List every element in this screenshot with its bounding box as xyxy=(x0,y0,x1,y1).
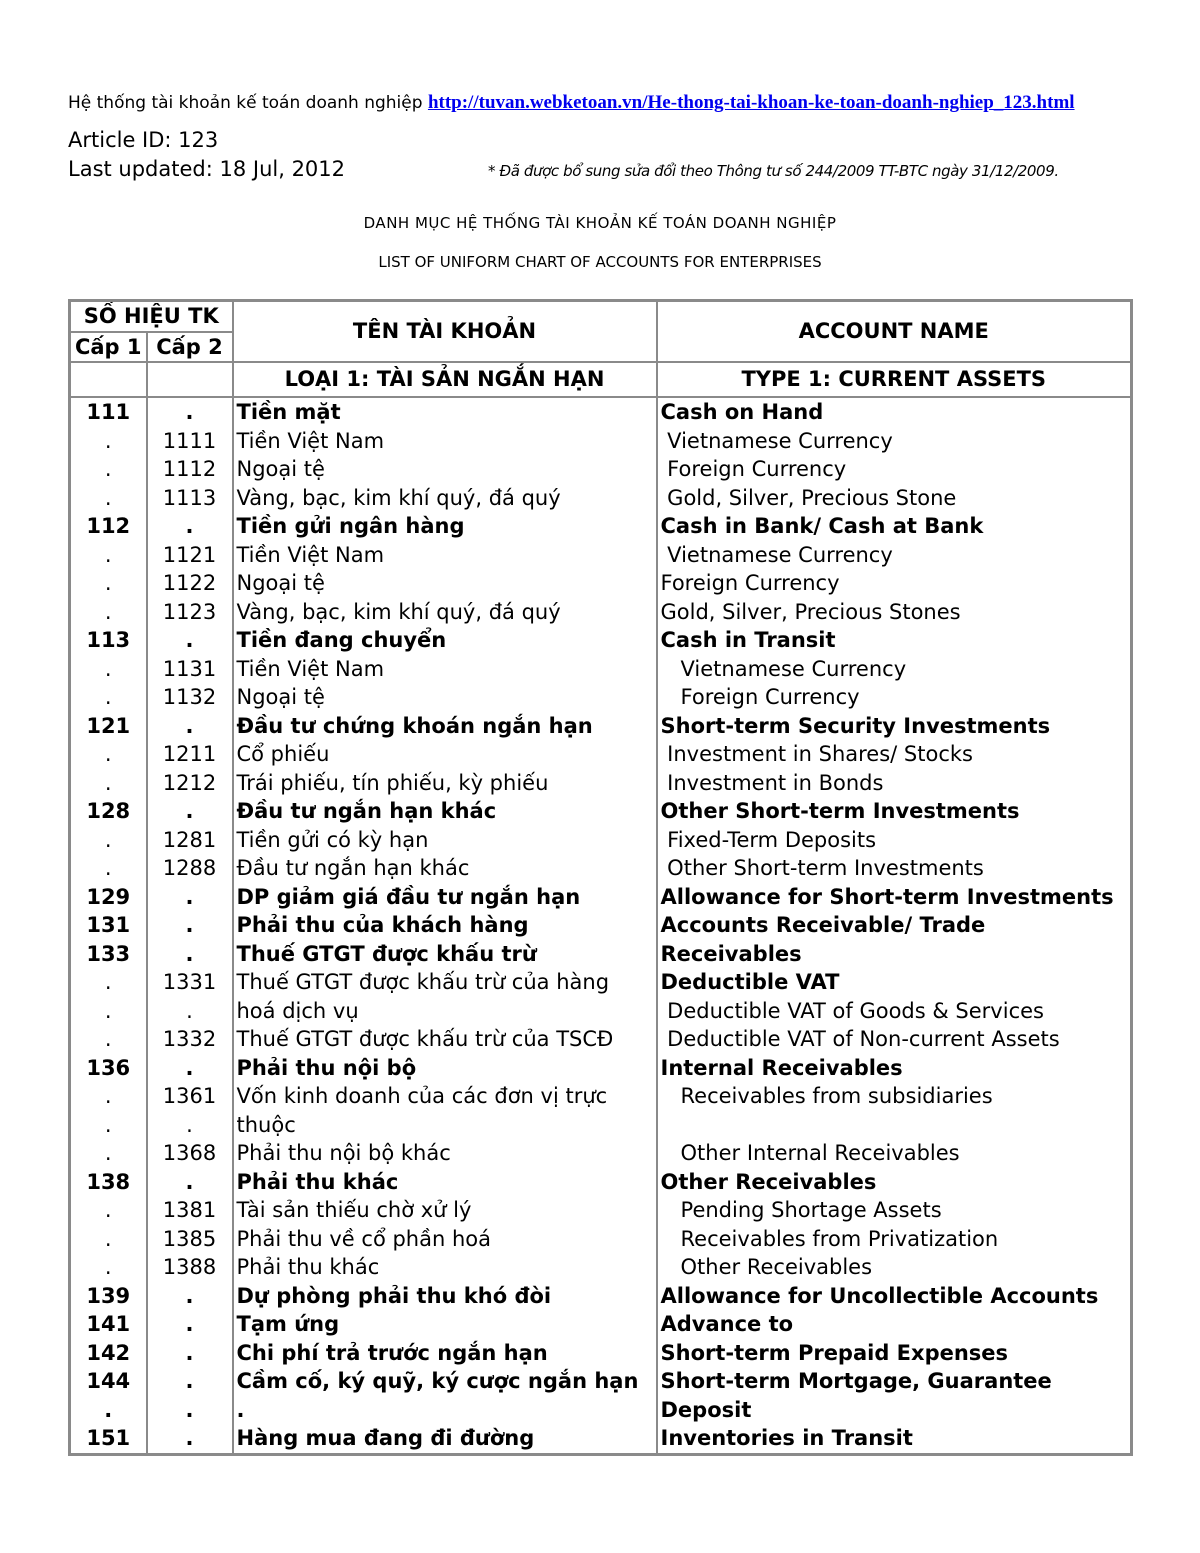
account-name-vn: Đầu tư ngắn hạn khác xyxy=(233,854,657,883)
account-name-en: Deductible VAT xyxy=(657,968,1132,997)
account-level2-code: . xyxy=(147,1396,233,1425)
account-level1-code: . xyxy=(70,968,147,997)
account-level2-code: 1212 xyxy=(147,769,233,798)
type-row-c1 xyxy=(70,362,147,397)
account-level2-code: 1331 xyxy=(147,968,233,997)
header-code: SỐ HIỆU TK xyxy=(70,301,233,332)
account-level1-code: . xyxy=(70,854,147,883)
account-name-en: Receivables xyxy=(657,940,1132,969)
account-name-vn: Phải thu khác xyxy=(233,1168,657,1197)
account-level2-code: 1211 xyxy=(147,740,233,769)
account-name-en: Allowance for Short-term Investments xyxy=(657,883,1132,912)
account-name-en: Short-term Security Investments xyxy=(657,712,1132,741)
account-level1-code: . xyxy=(70,598,147,627)
account-level1-code: . xyxy=(70,1111,147,1140)
account-name-vn: Đầu tư chứng khoán ngắn hạn xyxy=(233,712,657,741)
account-name-en: Fixed-Term Deposits xyxy=(657,826,1132,855)
table-row xyxy=(70,1082,1132,1111)
account-name-en: Inventories in Transit xyxy=(657,1424,1132,1454)
account-name-vn: Phải thu về cổ phần hoá xyxy=(233,1225,657,1254)
account-name-en: Foreign Currency xyxy=(657,569,1132,598)
account-level1-code: 141 xyxy=(70,1310,147,1339)
account-level1-code: . xyxy=(70,484,147,513)
account-name-vn: Thuế GTGT được khấu trừ của TSCĐ xyxy=(233,1025,657,1054)
account-name-en: Pending Shortage Assets xyxy=(657,1196,1132,1225)
account-level1-code: . xyxy=(70,569,147,598)
account-name-en: Internal Receivables xyxy=(657,1054,1132,1083)
table-row xyxy=(70,769,1132,798)
account-level2-code: . xyxy=(147,1282,233,1311)
table-row xyxy=(70,683,1132,712)
table-row xyxy=(70,1054,1132,1083)
account-level2-code: . xyxy=(147,626,233,655)
account-level1-code: . xyxy=(70,997,147,1026)
account-level1-code: 138 xyxy=(70,1168,147,1197)
table-row xyxy=(70,1025,1132,1054)
table-row xyxy=(70,598,1132,627)
account-name-en: Deductible VAT of Goods & Services xyxy=(657,997,1132,1026)
account-level1-code: 151 xyxy=(70,1424,147,1454)
account-name-vn: Tiền Việt Nam xyxy=(233,541,657,570)
account-name-vn: DP giảm giá đầu tư ngắn hạn xyxy=(233,883,657,912)
account-level2-code: . xyxy=(147,1424,233,1454)
account-level2-code: 1361 xyxy=(147,1082,233,1111)
account-name-vn: Phải thu nội bộ khác xyxy=(233,1139,657,1168)
table-row xyxy=(70,1282,1132,1311)
account-name-vn: Tiền mặt xyxy=(233,397,657,427)
type-row-name-vn: LOẠI 1: TÀI SẢN NGẮN HẠN xyxy=(233,362,657,397)
account-level2-code: 1332 xyxy=(147,1025,233,1054)
table-row xyxy=(70,968,1132,997)
account-name-vn: Vàng, bạc, kim khí quý, đá quý xyxy=(233,598,657,627)
account-name-vn: Hàng mua đang đi đường xyxy=(233,1424,657,1454)
account-level2-code: . xyxy=(147,997,233,1026)
source-line xyxy=(68,92,1075,114)
account-name-vn: hoá dịch vụ xyxy=(233,997,657,1026)
account-name-vn: Trái phiếu, tín phiếu, kỳ phiếu xyxy=(233,769,657,798)
account-level1-code: . xyxy=(70,1025,147,1054)
account-level2-code: . xyxy=(147,797,233,826)
table-row xyxy=(70,740,1132,769)
account-level2-code: 1112 xyxy=(147,455,233,484)
account-level2-code: 1388 xyxy=(147,1253,233,1282)
account-name-vn: Ngoại tệ xyxy=(233,569,657,598)
account-name-vn: Đầu tư ngắn hạn khác xyxy=(233,797,657,826)
accounts-table-body xyxy=(70,301,1132,1455)
table-row xyxy=(70,712,1132,741)
account-name-vn: Thuế GTGT được khấu trừ xyxy=(233,940,657,969)
account-name-en: Receivables from Privatization xyxy=(657,1225,1132,1254)
account-level1-code: 133 xyxy=(70,940,147,969)
account-name-en: Short-term Mortgage, Guarantee xyxy=(657,1367,1132,1396)
account-level2-code: 1132 xyxy=(147,683,233,712)
account-level1-code: 121 xyxy=(70,712,147,741)
account-level1-code: . xyxy=(70,541,147,570)
account-name-vn: Chi phí trả trước ngắn hạn xyxy=(233,1339,657,1368)
account-name-vn: Phải thu khác xyxy=(233,1253,657,1282)
table-row xyxy=(70,1310,1132,1339)
account-level2-code: 1121 xyxy=(147,541,233,570)
type-row xyxy=(70,362,1132,397)
account-level1-code: 131 xyxy=(70,911,147,940)
account-level1-code: 112 xyxy=(70,512,147,541)
header-level2: Cấp 2 xyxy=(147,332,233,363)
account-name-vn: Dự phòng phải thu khó đòi xyxy=(233,1282,657,1311)
account-name-en: Receivables from subsidiaries xyxy=(657,1082,1132,1111)
account-name-en: Other Internal Receivables xyxy=(657,1139,1132,1168)
account-level1-code: 139 xyxy=(70,1282,147,1311)
account-name-vn: Tiền gửi có kỳ hạn xyxy=(233,826,657,855)
account-level1-code: 142 xyxy=(70,1339,147,1368)
account-name-vn: Thuế GTGT được khấu trừ của hàng xyxy=(233,968,657,997)
account-name-en: Vietnamese Currency xyxy=(657,427,1132,456)
table-row xyxy=(70,484,1132,513)
table-row xyxy=(70,455,1132,484)
account-level1-code: 113 xyxy=(70,626,147,655)
account-level1-code: . xyxy=(70,455,147,484)
account-name-en: Vietnamese Currency xyxy=(657,541,1132,570)
account-level2-code: . xyxy=(147,512,233,541)
account-level1-code: . xyxy=(70,826,147,855)
account-level2-code: . xyxy=(147,1168,233,1197)
document-title-en: LIST OF UNIFORM CHART OF ACCOUNTS FOR ENTERPRISES xyxy=(378,253,822,271)
account-level2-code: 1131 xyxy=(147,655,233,684)
table-row xyxy=(70,940,1132,969)
account-level1-code: . xyxy=(70,655,147,684)
table-row xyxy=(70,512,1132,541)
account-level1-code: . xyxy=(70,1082,147,1111)
account-name-vn: Phải thu của khách hàng xyxy=(233,911,657,940)
table-row xyxy=(70,997,1132,1026)
account-level2-code: 1122 xyxy=(147,569,233,598)
account-name-vn: Ngoại tệ xyxy=(233,683,657,712)
account-name-en: Accounts Receivable/ Trade xyxy=(657,911,1132,940)
account-name-en: Foreign Currency xyxy=(657,455,1132,484)
account-name-en: Advance to xyxy=(657,1310,1132,1339)
account-level2-code: . xyxy=(147,1054,233,1083)
account-name-en: Investment in Bonds xyxy=(657,769,1132,798)
account-level1-code: . xyxy=(70,1396,147,1425)
account-name-en: Vietnamese Currency xyxy=(657,655,1132,684)
account-name-vn: Tiền Việt Nam xyxy=(233,655,657,684)
table-row xyxy=(70,826,1132,855)
account-name-en: Allowance for Uncollectible Accounts xyxy=(657,1282,1132,1311)
account-name-vn: Vàng, bạc, kim khí quý, đá quý xyxy=(233,484,657,513)
account-level2-code: 1113 xyxy=(147,484,233,513)
account-name-vn: Tiền đang chuyển xyxy=(233,626,657,655)
table-row xyxy=(70,1168,1132,1197)
account-level1-code: . xyxy=(70,427,147,456)
table-row xyxy=(70,883,1132,912)
table-header-row xyxy=(70,301,1132,332)
accounts-table xyxy=(68,299,1133,1456)
table-row xyxy=(70,1367,1132,1396)
account-level2-code: . xyxy=(147,397,233,427)
table-row xyxy=(70,1111,1132,1140)
account-name-vn: Tạm ứng xyxy=(233,1310,657,1339)
account-level1-code: . xyxy=(70,1225,147,1254)
account-name-en: Other Short-term Investments xyxy=(657,854,1132,883)
account-name-en: Cash in Bank/ Cash at Bank xyxy=(657,512,1132,541)
table-row xyxy=(70,1424,1132,1454)
account-level2-code: 1111 xyxy=(147,427,233,456)
account-level2-code: . xyxy=(147,1310,233,1339)
account-name-vn: thuộc xyxy=(233,1111,657,1140)
account-level1-code: . xyxy=(70,740,147,769)
account-level1-code: 129 xyxy=(70,883,147,912)
account-name-en: Deductible VAT of Non-current Assets xyxy=(657,1025,1132,1054)
source-label: Hệ thống tài khoản kế toán doanh nghiệp xyxy=(68,93,423,113)
account-name-en: Gold, Silver, Precious Stones xyxy=(657,598,1132,627)
account-name-vn: Ngoại tệ xyxy=(233,455,657,484)
type-row-c2 xyxy=(147,362,233,397)
account-name-en: Other Receivables xyxy=(657,1253,1132,1282)
account-name-en: Short-term Prepaid Expenses xyxy=(657,1339,1132,1368)
table-row xyxy=(70,1396,1132,1425)
account-name-vn: Cầm cố, ký quỹ, ký cược ngắn hạn xyxy=(233,1367,657,1396)
account-level2-code: . xyxy=(147,911,233,940)
table-row xyxy=(70,1253,1132,1282)
account-level2-code: . xyxy=(147,1339,233,1368)
table-row xyxy=(70,854,1132,883)
account-level2-code: . xyxy=(147,712,233,741)
account-level1-code: 144 xyxy=(70,1367,147,1396)
account-level2-code: 1288 xyxy=(147,854,233,883)
header-level1: Cấp 1 xyxy=(70,332,147,363)
source-link[interactable]: http://tuvan.webketoan.vn/He-thong-tai-khoan-ke-toan-doanh-nghiep_123.html xyxy=(427,92,1075,113)
account-level1-code: 128 xyxy=(70,797,147,826)
account-name-en xyxy=(657,1111,1132,1140)
account-name-vn: Phải thu nội bộ xyxy=(233,1054,657,1083)
account-name-en: Other Short-term Investments xyxy=(657,797,1132,826)
amendment-note: * Đã được bổ sung sửa đổi theo Thông tư số 244/2009 TT-BTC ngày 31/12/2009. xyxy=(488,162,1059,180)
table-row xyxy=(70,397,1132,427)
account-name-en: Investment in Shares/ Stocks xyxy=(657,740,1132,769)
account-level2-code: . xyxy=(147,1111,233,1140)
account-name-en: Gold, Silver, Precious Stone xyxy=(657,484,1132,513)
account-level1-code: . xyxy=(70,1253,147,1282)
account-level1-code: . xyxy=(70,769,147,798)
account-level1-code: . xyxy=(70,1196,147,1225)
account-level2-code: 1281 xyxy=(147,826,233,855)
table-row xyxy=(70,1196,1132,1225)
account-name-vn: Tài sản thiếu chờ xử lý xyxy=(233,1196,657,1225)
account-level2-code: 1368 xyxy=(147,1139,233,1168)
table-row xyxy=(70,541,1132,570)
account-name-vn: Tiền Việt Nam xyxy=(233,427,657,456)
account-level2-code: . xyxy=(147,1367,233,1396)
account-name-vn: Vốn kinh doanh của các đơn vị trực xyxy=(233,1082,657,1111)
account-level1-code: 111 xyxy=(70,397,147,427)
account-name-en: Deposit xyxy=(657,1396,1132,1425)
table-row xyxy=(70,1139,1132,1168)
document-title-vn: DANH MỤC HỆ THỐNG TÀI KHOẢN KẾ TOÁN DOANH NGHIỆP xyxy=(363,214,837,232)
account-level2-code: 1385 xyxy=(147,1225,233,1254)
account-level2-code: . xyxy=(147,883,233,912)
article-id: Article ID: 123 xyxy=(68,128,219,152)
account-level1-code: . xyxy=(70,1139,147,1168)
account-name-vn: . xyxy=(233,1396,657,1425)
type-row-name-en: TYPE 1: CURRENT ASSETS xyxy=(657,362,1132,397)
header-name-vn: TÊN TÀI KHOẢN xyxy=(233,301,657,363)
table-row xyxy=(70,797,1132,826)
table-row xyxy=(70,626,1132,655)
account-name-en: Cash on Hand xyxy=(657,397,1132,427)
account-name-en: Cash in Transit xyxy=(657,626,1132,655)
account-name-vn: Cổ phiếu xyxy=(233,740,657,769)
table-row xyxy=(70,569,1132,598)
table-row xyxy=(70,911,1132,940)
account-level1-code: . xyxy=(70,683,147,712)
account-name-vn: Tiền gửi ngân hàng xyxy=(233,512,657,541)
header-name-en: ACCOUNT NAME xyxy=(657,301,1132,363)
account-name-en: Foreign Currency xyxy=(657,683,1132,712)
account-name-en: Other Receivables xyxy=(657,1168,1132,1197)
table-row xyxy=(70,427,1132,456)
account-level1-code: 136 xyxy=(70,1054,147,1083)
table-row xyxy=(70,655,1132,684)
account-level2-code: 1123 xyxy=(147,598,233,627)
table-row xyxy=(70,1225,1132,1254)
last-updated: Last updated: 18 Jul, 2012 xyxy=(68,157,346,181)
account-level2-code: 1381 xyxy=(147,1196,233,1225)
account-level2-code: . xyxy=(147,940,233,969)
table-row xyxy=(70,1339,1132,1368)
